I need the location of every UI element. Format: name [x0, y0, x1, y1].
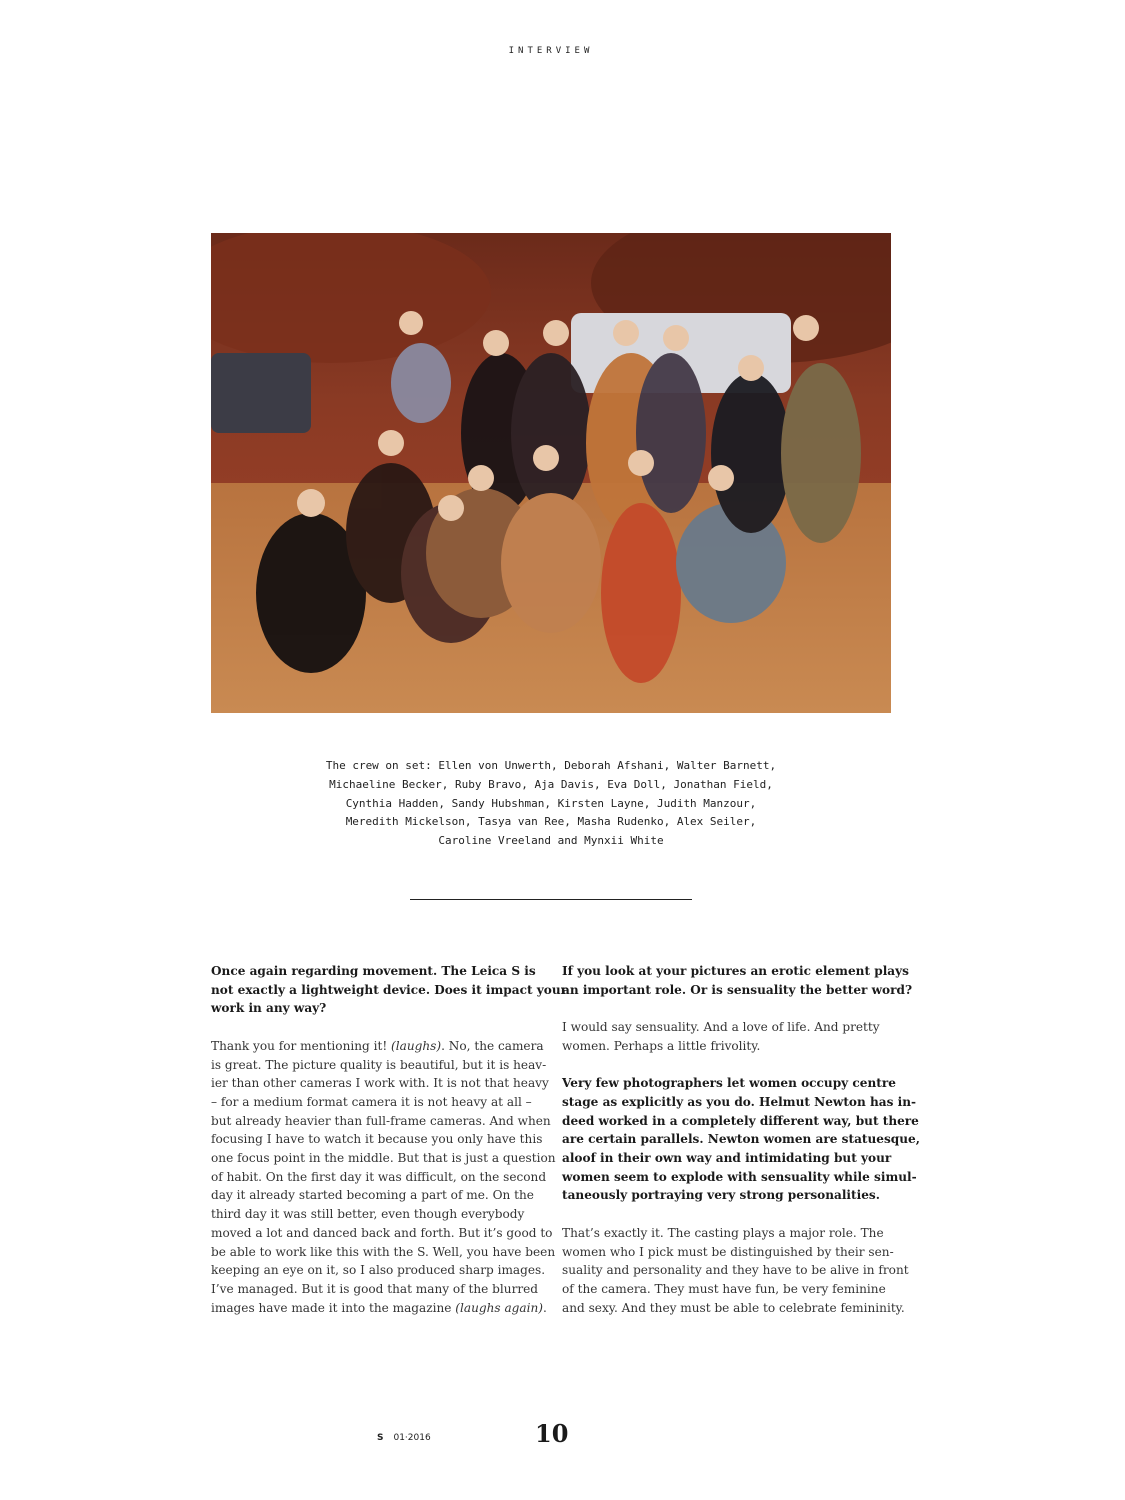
laughs-again-aside: (laughs again)	[455, 1300, 543, 1315]
text-line	[211, 1039, 544, 1053]
section-divider	[410, 899, 692, 900]
text-line: keeping an eye on it, so I also produced sharp images.	[211, 1263, 546, 1278]
question-newton	[562, 1074, 920, 1205]
answer-sensuality	[562, 1018, 892, 1055]
text-line: aloof in their own way and intimidating but your	[562, 1151, 892, 1165]
text-line: If you look at your pictures an erotic element plays	[562, 964, 909, 978]
question-movement	[211, 962, 568, 1018]
crew-group-photo	[211, 233, 891, 713]
text-line: not exactly a lightweight device. Does it impact your	[211, 982, 568, 997]
text-line: women who I pick must be distinguished by their sen-	[562, 1244, 894, 1259]
left-column	[211, 962, 568, 1336]
text-line: suality and personality and they have to be alive in front	[562, 1263, 909, 1278]
text-line: is great. The picture quality is beautiful, but it is heav-	[211, 1057, 547, 1072]
text-span: . No, the camera	[441, 1038, 544, 1053]
magazine-logo: S	[377, 1433, 384, 1443]
text-line	[211, 1301, 547, 1315]
text-line: women. Perhaps a little frivolity.	[562, 1038, 761, 1053]
text-line: third day it was still better, even though everybody	[211, 1207, 525, 1222]
caption-line: Michaeline Becker, Ruby Bravo, Aja Davis, Eva Doll, Jonathan Field,	[329, 777, 773, 791]
text-line: Once again regarding movement. The Leica S is	[211, 964, 536, 978]
text-line: an important role. Or is sensuality the better word?	[562, 982, 913, 997]
text-line: be able to work like this with the S. Well, you have been	[211, 1244, 556, 1259]
answer-movement	[211, 1037, 556, 1318]
text-line: ier than other cameras I work with. It is not that heavy	[211, 1076, 549, 1091]
text-line: – for a medium format camera it is not heavy at all –	[211, 1094, 532, 1109]
right-column	[562, 962, 920, 1336]
text-line: deed worked in a completely different way, but there	[562, 1113, 919, 1128]
caption-line: Cynthia Hadden, Sandy Hubshman, Kirsten Layne, Judith Manzour,	[345, 796, 757, 810]
text-line: are certain parallels. Newton women are statuesque,	[562, 1132, 920, 1147]
text-line: day it already started becoming a part of me. On the	[211, 1188, 534, 1203]
question-erotic	[562, 962, 913, 999]
text-line: taneously portraying very strong personalities.	[562, 1188, 880, 1203]
magazine-issue	[377, 1433, 431, 1443]
text-span: Thank you for mentioning it!	[211, 1038, 392, 1053]
text-line: one focus point in the middle. But that is just a question	[211, 1151, 556, 1166]
text-line: but already heavier than full-frame cameras. And when	[211, 1113, 551, 1128]
text-span: images have made it into the magazine	[211, 1300, 456, 1315]
text-line: focusing I have to watch it because you only have this	[211, 1132, 543, 1147]
page-number: 10	[535, 1419, 569, 1448]
section-label: INTERVIEW	[508, 46, 594, 56]
text-line: of the camera. They must have fun, be very feminine	[562, 1281, 886, 1296]
text-line: and sexy. And they must be able to celebrate femininity.	[562, 1300, 905, 1315]
laughs-aside: (laughs)	[391, 1038, 442, 1053]
text-span: .	[543, 1300, 547, 1315]
answer-casting	[562, 1224, 909, 1318]
caption-line: The crew on set: Ellen von Unwerth, Deborah Afshani, Walter Barnett,	[325, 759, 777, 772]
issue-number: 01·2016	[393, 1433, 431, 1443]
caption-line: Caroline Vreeland and Mynxii White	[438, 834, 664, 848]
text-line: women seem to explode with sensuality while simul-	[562, 1169, 917, 1184]
text-line: I’ve managed. But it is good that many of the blurred	[211, 1281, 539, 1296]
photo-caption	[211, 757, 891, 851]
text-line: of habit. On the first day it was difficult, on the second	[211, 1169, 547, 1184]
text-line: That’s exactly it. The casting plays a major role. The	[562, 1225, 884, 1240]
text-line: Very few photographers let women occupy centre	[562, 1076, 896, 1091]
text-line: work in any way?	[211, 1001, 327, 1016]
caption-line: Meredith Mickelson, Tasya van Ree, Masha Rudenko, Alex Seiler,	[345, 815, 757, 829]
text-line: I would say sensuality. And a love of life. And pretty	[562, 1020, 880, 1035]
text-line: stage as explicitly as you do. Helmut Newton has in-	[562, 1094, 917, 1109]
text-line: moved a lot and danced back and forth. But it’s good to	[211, 1225, 553, 1240]
